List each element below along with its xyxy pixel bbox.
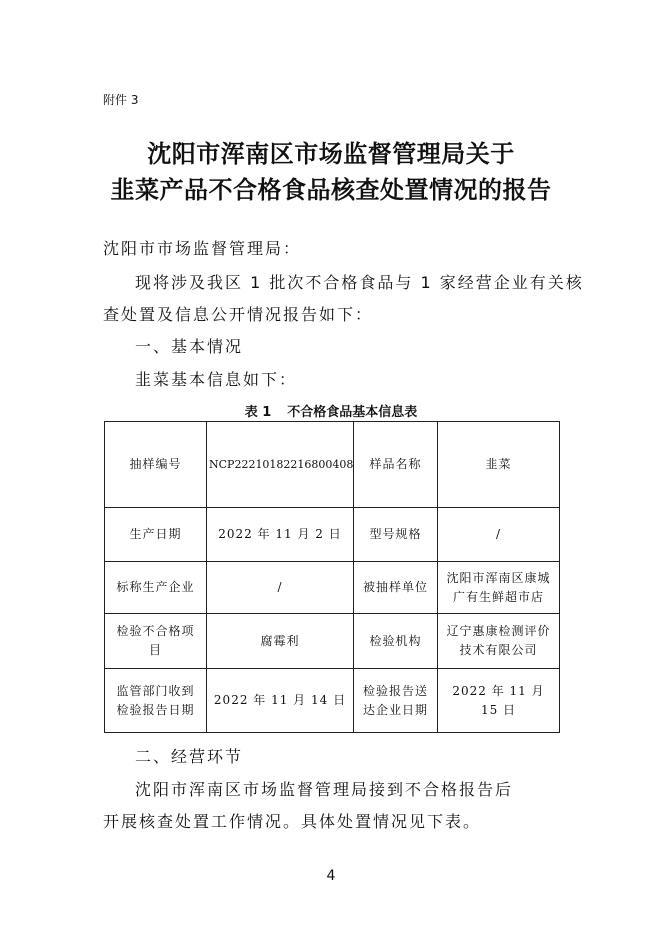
intro-line-2: 查处置及信息公开情况报告如下： bbox=[103, 305, 374, 324]
table-caption-number: 表 1 bbox=[244, 405, 272, 420]
sample-name-value: 韭菜 bbox=[438, 422, 560, 508]
table-label-cell: 检验不合格项目 bbox=[105, 614, 207, 669]
sample-number-value: NCP22210182216800408 bbox=[207, 422, 354, 508]
table-row bbox=[105, 562, 560, 614]
table-label-cell: 标称生产企业 bbox=[105, 562, 207, 614]
failed-item-value: 腐霉利 bbox=[207, 614, 354, 669]
intro-line-1: 现将涉及我区 1 批次不合格食品与 1 家经营企业有关核 bbox=[135, 273, 584, 292]
production-date-value: 2022 年 11 月 2 日 bbox=[207, 508, 354, 562]
section-2-body-line-2: 开展核查处置工作情况。具体处置情况见下表。 bbox=[103, 812, 482, 831]
sampled-unit-value: 沈阳市浑南区康城广有生鲜超市店 bbox=[438, 562, 560, 614]
report-title-line-2: 韭菜产品不合格食品核查处置情况的报告 bbox=[110, 176, 552, 204]
section-1-heading: 一、基本情况 bbox=[135, 337, 244, 356]
manufacturer-value: / bbox=[207, 562, 354, 614]
table-label-cell: 生产日期 bbox=[105, 508, 207, 562]
table-label-cell: 抽样编号 bbox=[105, 422, 207, 508]
section-2-body-line-1: 沈阳市浑南区市场监督管理局接到不合格报告后 bbox=[135, 780, 514, 799]
attachment-label: 附件 3 bbox=[103, 93, 139, 107]
unqualified-food-info-table bbox=[104, 421, 560, 733]
table-caption bbox=[0, 401, 662, 420]
page-number: 4 bbox=[326, 868, 336, 884]
table-caption-title: 不合格食品基本信息表 bbox=[287, 405, 418, 420]
table-label-cell: 型号规格 bbox=[354, 508, 438, 562]
table-label-cell: 被抽样单位 bbox=[354, 562, 438, 614]
table-row bbox=[105, 669, 560, 733]
report-received-date-value: 2022 年 11 月 14 日 bbox=[207, 669, 354, 733]
section-2-heading: 二、经营环节 bbox=[135, 747, 244, 766]
table-row bbox=[105, 508, 560, 562]
table-row bbox=[105, 422, 560, 508]
table-label-cell: 检验报告送达企业日期 bbox=[354, 669, 438, 733]
table-row bbox=[105, 614, 560, 669]
report-delivered-date-value: 2022 年 11 月 15 日 bbox=[438, 669, 560, 733]
model-spec-value: / bbox=[438, 508, 560, 562]
salutation: 沈阳市市场监督管理局： bbox=[103, 239, 302, 258]
section-1-lead: 韭菜基本信息如下： bbox=[135, 370, 298, 389]
table-label-cell: 检验机构 bbox=[354, 614, 438, 669]
table-label-cell: 样品名称 bbox=[354, 422, 438, 508]
report-title-line-1: 沈阳市浑南区市场监督管理局关于 bbox=[147, 140, 515, 168]
testing-agency-value: 辽宁惠康检测评价技术有限公司 bbox=[438, 614, 560, 669]
table-label-cell: 监管部门收到检验报告日期 bbox=[105, 669, 207, 733]
